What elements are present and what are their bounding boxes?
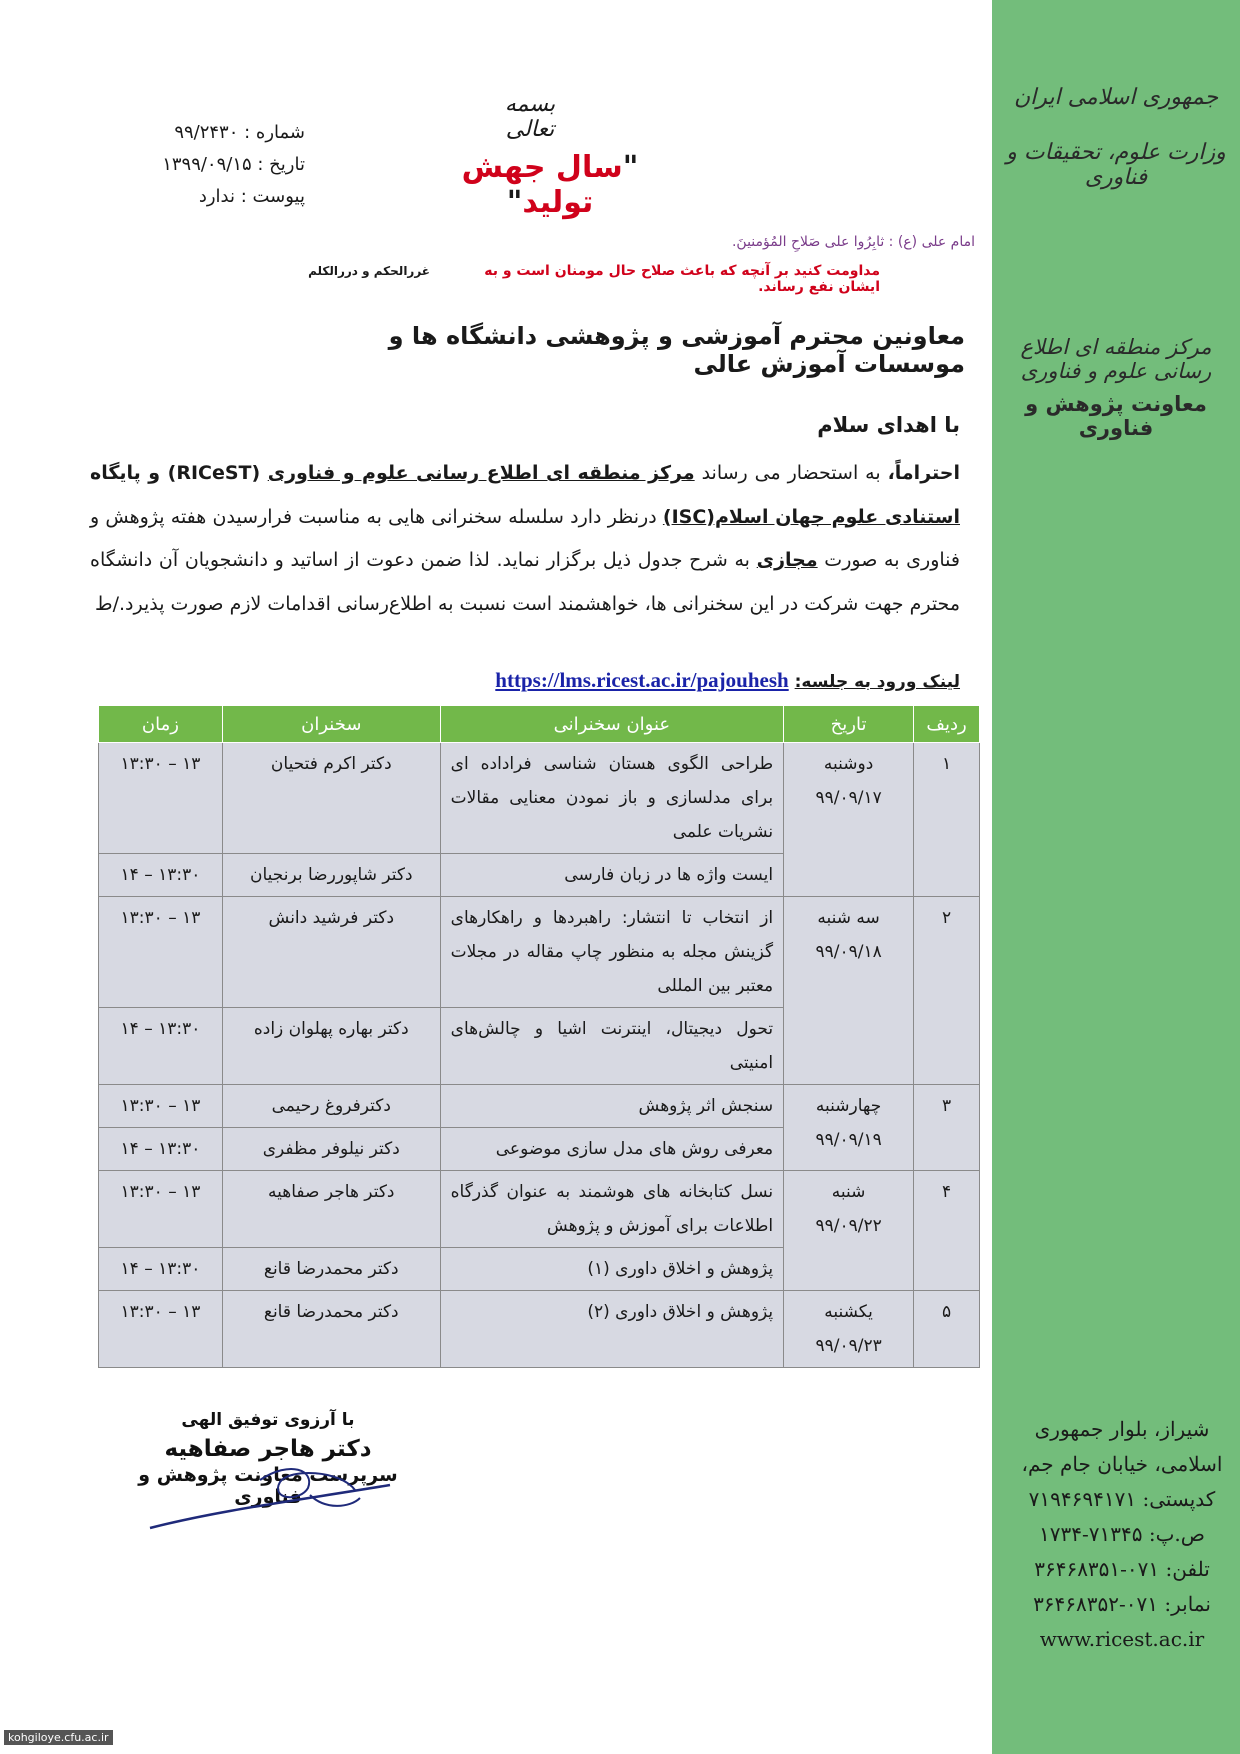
row-number: ۲ xyxy=(914,897,980,1085)
time-slot: ۱۳:۳۰ – ۱۴ xyxy=(99,1248,223,1291)
letterhead-sidebar xyxy=(992,0,1240,1754)
talk-title: ایست واژه ها در زبان فارسی xyxy=(440,854,784,897)
column-header: عنوان سخنرانی xyxy=(440,706,784,743)
time-slot: ۱۳ – ۱۳:۳۰ xyxy=(99,743,223,854)
center-name: مرکز منطقه ای اطلاع رسانی علوم و فناوری xyxy=(1020,335,1212,383)
hadith-translation: مداومت کنید بر آنچه که باعث صلاح حال مومنان است و به ایشان نفع رساند. xyxy=(484,263,880,295)
signer-name: دکتر هاجر صفاهیه xyxy=(164,1436,372,1462)
talk-title: نسل کتابخانه های هوشمند به عنوان گذرگاه اطلاعات برای آموزش و پژوهش xyxy=(440,1171,784,1248)
year-slogan: "سال جهش تولید" xyxy=(461,150,639,220)
column-header: ردیف xyxy=(914,706,980,743)
ministry-title: وزارت علوم، تحقیقات و فناوری xyxy=(1006,140,1226,190)
lecture-schedule-table xyxy=(98,705,980,1368)
po-box: ص.پ: ۷۱۳۴۵-۱۷۳۴ xyxy=(1039,1522,1205,1546)
time-slot: ۱۳:۳۰ – ۱۴ xyxy=(99,854,223,897)
talk-title: سنجش اثر پژوهش xyxy=(440,1085,784,1128)
link-label: لینک ورود به جلسه: xyxy=(794,672,960,692)
talk-title: از انتخاب تا انتشار: راهبردها و راهکارهای گزینش مجله به منظور چاپ مقاله در مجلات معتبر بین المللی xyxy=(440,897,784,1008)
closing-wish: با آرزوی توفیق الهی xyxy=(181,1410,355,1430)
speaker: دکتر هاجر صفاهیه xyxy=(222,1171,440,1248)
greeting: با اهدای سلام xyxy=(817,413,960,437)
talk-title: پژوهش و اخلاق داوری (۱) xyxy=(440,1248,784,1291)
time-slot: ۱۳ – ۱۳:۳۰ xyxy=(99,1085,223,1128)
letter-attachment: پیوست : ندارد xyxy=(198,186,305,207)
time-slot: ۱۳:۳۰ – ۱۴ xyxy=(99,1008,223,1085)
row-date: سه شنبه ۹۹/۰۹/۱۸ xyxy=(784,897,914,1085)
republic-title: جمهوری اسلامی ایران xyxy=(1013,85,1219,110)
deputy-name: معاونت پژوهش و فناوری xyxy=(1025,392,1207,440)
virtual-mention: مجازی xyxy=(756,549,818,571)
row-date: شنبه ۹۹/۰۹/۲۲ xyxy=(784,1171,914,1291)
time-slot: ۱۳ – ۱۳:۳۰ xyxy=(99,897,223,1008)
postal-code: کدپستی: ۷۱۹۴۶۹۴۱۷۱ xyxy=(1028,1487,1216,1511)
signer-title: سرپرست معاونت پژوهش و فناوری xyxy=(138,1464,398,1508)
handwritten-signature-icon xyxy=(140,1440,440,1535)
row-number: ۴ xyxy=(914,1171,980,1291)
column-header: سخنران xyxy=(222,706,440,743)
row-number: ۱ xyxy=(914,743,980,897)
address-block xyxy=(1012,1412,1232,1657)
table-row xyxy=(99,1085,980,1128)
table-row xyxy=(99,1291,980,1368)
slogan-text: سال جهش تولید xyxy=(461,150,623,220)
time-slot: ۱۳:۳۰ – ۱۴ xyxy=(99,1128,223,1171)
source-watermark: kohgiloye.cfu.ac.ir xyxy=(4,1730,113,1745)
meeting-link-line xyxy=(90,668,960,693)
letter-body: احتراماً، به استحضار می رساند مرکز منطقه ای اطلاع رسانی علوم و فناوری (RICeST) و پایگاه استنادی علوم جهان اسلام(ISC) درنظر دارد سلسله سخنرانی هایی به مناسبت فرارسیدن هفته پژوهش و فناوری به صورت مجازی به شرح جدول ذیل برگزار نماید. لذا ضمن دعوت از اساتید و دانشجویان آن دانشگاه محترم جهت شرکت در این سخنرانی ها، خواهشمند است نسبت به اطلاع‌رسانی اقدامات لازم صورت پذیرد./ط xyxy=(90,462,960,615)
talk-title: طراحی الگوی هستان شناسی فراداده ای برای مدلسازی و باز نمودن معنایی مقالات نشریات علمی xyxy=(440,743,784,854)
salutation: احتراماً، xyxy=(887,462,960,484)
row-date: چهارشنبه ۹۹/۰۹/۱۹ xyxy=(784,1085,914,1171)
recipient: معاونین محترم آموزشی و پژوهشی دانشگاه ها و موسسات آموزش عالی xyxy=(388,322,965,378)
address-line: شیراز، بلوار جمهوری xyxy=(1034,1417,1210,1441)
bismillah: بسمه تعالی xyxy=(504,92,556,142)
table-row xyxy=(99,743,980,854)
speaker: دکترفروغ رحیمی xyxy=(222,1085,440,1128)
speaker: دکتر نیلوفر مظفری xyxy=(222,1128,440,1171)
talk-title: پژوهش و اخلاق داوری (۲) xyxy=(440,1291,784,1368)
letter-date: تاریخ : ۱۳۹۹/۰۹/۱۵ xyxy=(162,154,305,175)
speaker: دکتر محمدرضا قانع xyxy=(222,1291,440,1368)
row-date: یکشنبه ۹۹/۰۹/۲۳ xyxy=(784,1291,914,1368)
speaker: دکتر محمدرضا قانع xyxy=(222,1248,440,1291)
table-row xyxy=(99,897,980,1008)
meeting-link[interactable]: https://lms.ricest.ac.ir/pajouhesh xyxy=(495,668,789,692)
isc-mention: استنادی علوم جهان اسلام(ISC) xyxy=(662,505,960,528)
website-link[interactable]: www.ricest.ac.ir xyxy=(1039,1627,1205,1651)
talk-title: معرفی روش های مدل سازی موضوعی xyxy=(440,1128,784,1171)
column-header: تاریخ xyxy=(784,706,914,743)
speaker: دکتر فرشید دانش xyxy=(222,897,440,1008)
speaker: دکتر اکرم فتحیان xyxy=(222,743,440,854)
address-line: اسلامی، خیابان جام جم، xyxy=(1021,1452,1223,1476)
table-header-row xyxy=(99,706,980,743)
speaker: دکتر بهاره پهلوان زاده xyxy=(222,1008,440,1085)
hadith-quote: امام علی (ع) : ثابِرُوا علی صَلاحِ المُؤمنینَ. xyxy=(731,234,975,250)
time-slot: ۱۳ – ۱۳:۳۰ xyxy=(99,1171,223,1248)
row-date: دوشنبه ۹۹/۰۹/۱۷ xyxy=(784,743,914,897)
letter-number: شماره : ۹۹/۲۴۳۰ xyxy=(174,122,305,143)
fax: نمابر: ۰۷۱-۳۶۴۶۸۳۵۲ xyxy=(1033,1592,1211,1616)
time-slot: ۱۳ – ۱۳:۳۰ xyxy=(99,1291,223,1368)
column-header: زمان xyxy=(99,706,223,743)
table-row xyxy=(99,1171,980,1248)
speaker: دکتر شاپوررضا برنجیان xyxy=(222,854,440,897)
phone: تلفن: ۰۷۱-۳۶۴۶۸۳۵۱ xyxy=(1034,1557,1210,1581)
hadith-source: غررالحکم و دررالکلم xyxy=(308,264,430,278)
row-number: ۳ xyxy=(914,1085,980,1171)
row-number: ۵ xyxy=(914,1291,980,1368)
center-mention: مرکز منطقه ای اطلاع رسانی علوم و فناوری xyxy=(267,462,695,484)
talk-title: تحول دیجیتال، اینترنت اشیا و چالش‌های امنیتی xyxy=(440,1008,784,1085)
